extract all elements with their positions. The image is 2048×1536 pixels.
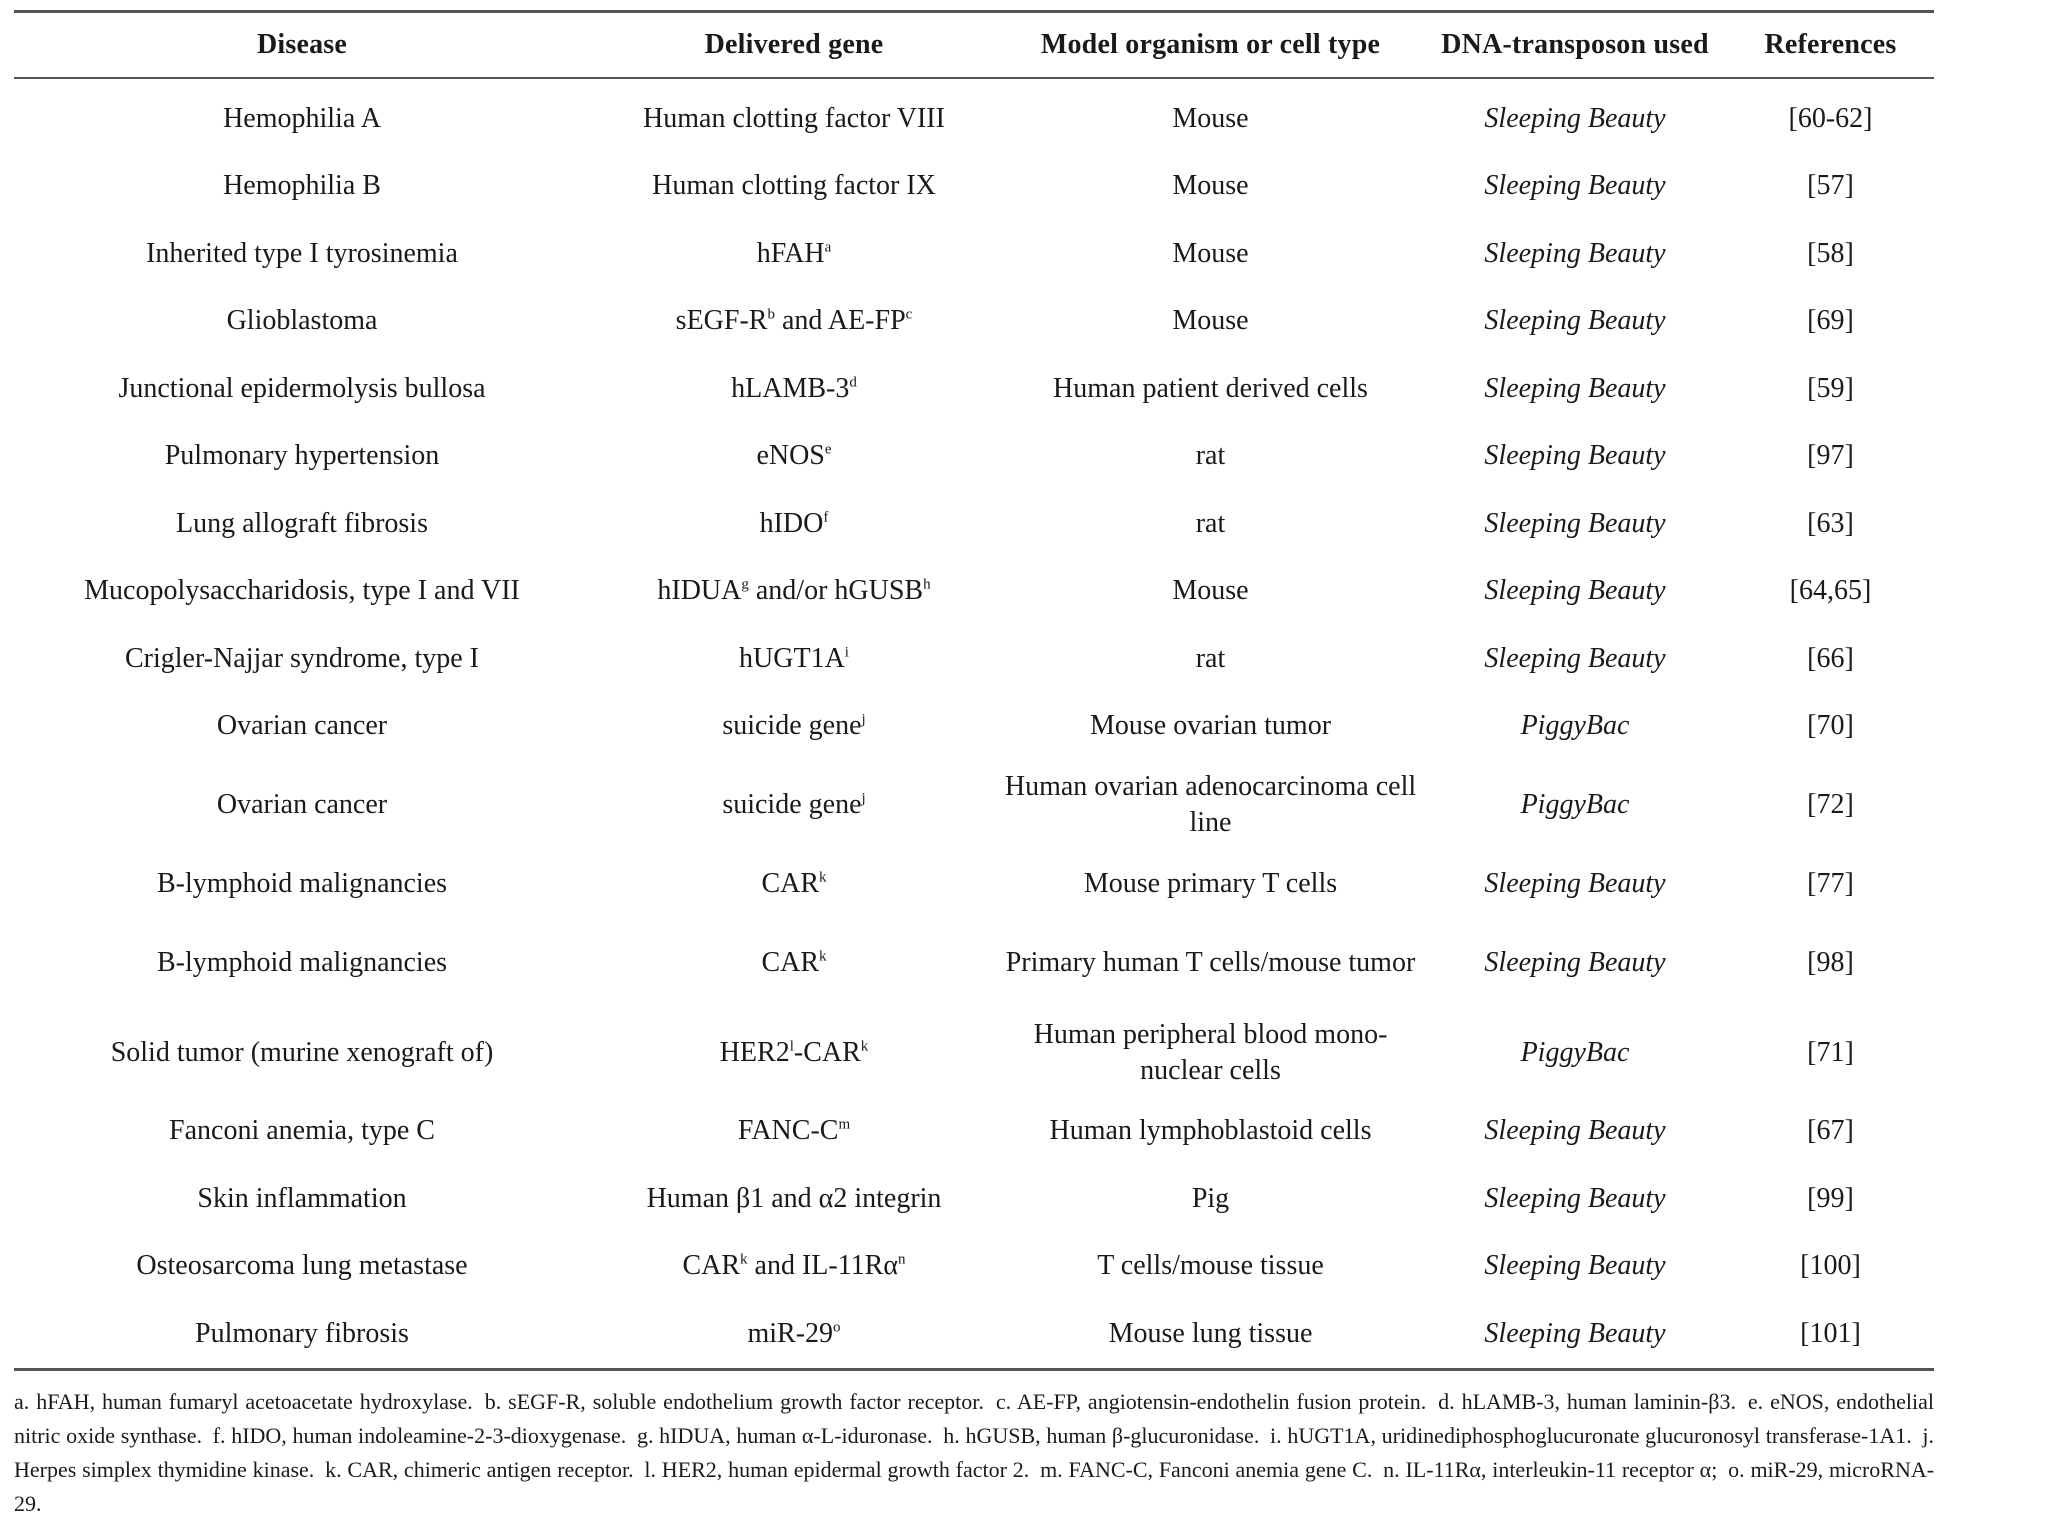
table-row [14, 558, 1934, 626]
gene-text: HER2 [719, 1036, 790, 1068]
cell-gene [590, 558, 998, 626]
gene-footnote-marker: j [861, 711, 866, 728]
cell-gene [590, 355, 998, 423]
footnote-item: d. hLAMB-3, human laminin-β3. [1438, 1388, 1736, 1414]
cell-model: T cells/mouse tissue [1097, 1250, 1324, 1282]
cell-model: Mouse [1172, 575, 1249, 607]
table-row [14, 1098, 1934, 1166]
cell-transposon: PiggyBac [1520, 1036, 1630, 1068]
gene-footnote-marker: j [861, 790, 866, 807]
gene-text: hIDUA [657, 575, 742, 607]
gene-text: miR-29 [747, 1317, 834, 1349]
cell-model: Human patient derived cells [1053, 372, 1368, 404]
gene-text: Human clotting factor IX [652, 170, 936, 202]
footnote-item: j. Herpes simplex thymidine kinase. [14, 1422, 1935, 1482]
cell-model: rat [1195, 440, 1226, 472]
footnote-item: m. FANC-C, Fanconi anemia gene C. [1040, 1456, 1373, 1482]
gene-footnote-marker: a [824, 239, 832, 256]
cell-disease: Lung allograft fibrosis [176, 507, 428, 539]
cell-model: Mouse primary T cells [1083, 867, 1338, 899]
cell-gene [590, 850, 998, 918]
cell-disease: Ovarian cancer [216, 710, 388, 742]
table-row [14, 220, 1934, 288]
gene-therapy-table [14, 13, 1934, 77]
cell-gene [590, 1300, 998, 1368]
cell-disease: B-lymphoid malignancies [156, 946, 448, 978]
cell-gene [590, 760, 998, 850]
gene-footnote-marker: l [789, 1038, 794, 1055]
cell-transposon: Sleeping Beauty [1484, 305, 1666, 337]
cell-gene [590, 1165, 998, 1233]
cell-disease: Osteosarcoma lung metastase [136, 1250, 468, 1282]
footnote-item: i. hUGT1A, uridinediphosphoglucuronate glucuronosyl transferase-1A1. [1270, 1422, 1912, 1448]
cell-gene [590, 220, 998, 288]
gene-text: and IL-11Rα [747, 1250, 899, 1282]
cell-disease: Hemophilia A [223, 102, 381, 134]
gene-text: and/or hGUSB [748, 575, 924, 607]
cell-gene [590, 625, 998, 693]
cell-reference: [97] [1807, 440, 1854, 472]
gene-text: and AE-FP [774, 305, 906, 337]
table-row [14, 423, 1934, 491]
cell-model: Primary human T cells/mouse tumor [1005, 946, 1416, 978]
gene-footnote-marker: m [838, 1116, 851, 1133]
gene-footnote-marker: k [819, 948, 827, 965]
cell-transposon: PiggyBac [1520, 710, 1630, 742]
table-row [14, 1233, 1934, 1301]
footnotes [14, 1371, 1934, 1521]
gene-text: CAR [682, 1250, 741, 1282]
cell-transposon: Sleeping Beauty [1484, 1182, 1666, 1214]
cell-reference: [58] [1807, 237, 1854, 269]
cell-gene [590, 918, 998, 1008]
cell-model: Mouse [1172, 237, 1249, 269]
footnote-item: e. eNOS, endothelial nitric oxide synthase. [14, 1388, 1935, 1448]
table-row [14, 693, 1934, 761]
cell-gene [590, 288, 998, 356]
cell-reference: [60-62] [1788, 102, 1873, 134]
table-row [14, 625, 1934, 693]
cell-gene [590, 1233, 998, 1301]
footnote-item: c. AE-FP, angiotensin-endothelin fusion protein. [995, 1388, 1427, 1414]
header-disease: Disease [256, 29, 348, 60]
gene-text: -CAR [793, 1036, 861, 1068]
cell-disease: Ovarian cancer [216, 789, 388, 820]
cell-disease: Inherited type I tyrosinemia [146, 237, 458, 269]
cell-gene [590, 1098, 998, 1166]
gene-footnote-marker: c [905, 306, 913, 323]
cell-reference: [99] [1807, 1182, 1854, 1214]
cell-disease: B-lymphoid malignancies [156, 867, 448, 899]
cell-reference: [100] [1800, 1250, 1861, 1282]
footnote-item: h. hGUSB, human β-glucuronidase. [943, 1422, 1260, 1448]
gene-text: hLAMB-3 [731, 372, 850, 404]
footnote-item: l. HER2, human epidermal growth factor 2. [644, 1456, 1030, 1482]
header-references: References [1764, 29, 1897, 60]
gene-footnote-marker: b [767, 306, 775, 323]
cell-model: Mouse [1172, 305, 1249, 337]
cell-transposon: Sleeping Beauty [1484, 575, 1666, 607]
cell-transposon: Sleeping Beauty [1484, 440, 1666, 472]
cell-transposon: Sleeping Beauty [1484, 867, 1666, 899]
gene-text: eNOS [756, 440, 825, 472]
cell-model: Mouse [1172, 170, 1249, 202]
gene-footnote-marker: k [819, 869, 827, 886]
gene-footnote-marker: o [833, 1319, 841, 1336]
cell-transposon: Sleeping Beauty [1484, 642, 1666, 674]
table-row [14, 918, 1934, 1008]
footnote-item: k. CAR, chimeric antigen receptor. [325, 1456, 634, 1482]
cell-transposon: Sleeping Beauty [1484, 1317, 1666, 1349]
cell-reference: [63] [1807, 507, 1854, 539]
cell-transposon: Sleeping Beauty [1484, 946, 1666, 978]
gene-text: hIDO [759, 507, 824, 539]
footnote-item: a. hFAH, human fumaryl acetoacetate hydroxylase. [14, 1388, 473, 1414]
footnote-item: g. hIDUA, human α-L-iduronase. [636, 1422, 933, 1448]
cell-disease: Pulmonary fibrosis [195, 1317, 409, 1349]
table-row [14, 490, 1934, 558]
gene-footnote-marker: g [741, 576, 749, 593]
cell-disease: Crigler-Najjar syndrome, type I [125, 642, 479, 674]
cell-disease: Skin inflammation [197, 1182, 407, 1214]
footnote-item: n. IL-11Rα, interleukin-11 receptor α; [1383, 1456, 1718, 1482]
table-row [14, 1008, 1934, 1098]
cell-disease: Solid tumor (murine xenograft of) [110, 1036, 494, 1068]
gene-text: FANC-C [737, 1115, 839, 1147]
gene-text: Human clotting factor VIII [643, 102, 945, 134]
table-row [14, 355, 1934, 423]
footnote-item: o. miR-29, microRNA-29. [14, 1456, 1935, 1516]
cell-transposon: Sleeping Beauty [1484, 1250, 1666, 1282]
cell-gene [590, 693, 998, 761]
table-row [14, 1165, 1934, 1233]
gene-footnote-marker: h [923, 576, 931, 593]
table-row [14, 288, 1934, 356]
header-model: Model organism or cell type [1040, 29, 1381, 60]
cell-gene [590, 1008, 998, 1098]
cell-model: Human peripheral blood mono-nuclear cells [1033, 1018, 1388, 1086]
gene-footnote-marker: k [740, 1251, 748, 1268]
gene-text: CAR [761, 946, 820, 978]
gene-text: Human β1 and α2 integrin [646, 1182, 942, 1214]
gene-text: hUGT1A [739, 642, 845, 674]
gene-text: CAR [761, 867, 820, 899]
header-gene: Delivered gene [704, 29, 884, 60]
gene-therapy-table-figure [14, 10, 1934, 1521]
table-row [14, 79, 1934, 153]
cell-disease: Pulmonary hypertension [164, 440, 440, 472]
cell-gene [590, 423, 998, 491]
gene-text: hFAH [756, 237, 825, 269]
cell-transposon: Sleeping Beauty [1484, 507, 1666, 539]
header-transposon: DNA-transposon used [1441, 29, 1709, 60]
cell-transposon: Sleeping Beauty [1484, 102, 1666, 134]
gene-footnote-marker: n [898, 1251, 906, 1268]
gene-footnote-marker: i [844, 644, 849, 661]
gene-footnote-marker: e [824, 441, 832, 458]
cell-reference: [101] [1800, 1317, 1861, 1349]
cell-gene [590, 153, 998, 221]
cell-model: rat [1195, 507, 1226, 539]
cell-model: Mouse [1172, 102, 1249, 134]
cell-model: Mouse ovarian tumor [1089, 710, 1332, 742]
cell-gene [590, 79, 998, 153]
cell-disease: Junctional epidermolysis bullosa [118, 372, 486, 404]
cell-transposon: Sleeping Beauty [1484, 237, 1666, 269]
cell-model: Human ovarian adenocarcinoma cell line [1004, 771, 1417, 838]
cell-reference: [64,65] [1789, 575, 1872, 607]
cell-reference: [67] [1807, 1115, 1854, 1147]
cell-reference: [72] [1807, 789, 1854, 820]
cell-reference: [70] [1807, 710, 1854, 742]
cell-disease: Fanconi anemia, type C [169, 1115, 435, 1147]
cell-reference: [59] [1807, 372, 1854, 404]
cell-transposon: Sleeping Beauty [1484, 372, 1666, 404]
gene-footnote-marker: f [823, 509, 829, 526]
table-body [14, 79, 1934, 1368]
cell-gene [590, 490, 998, 558]
header-row [14, 13, 1934, 77]
gene-footnote-marker: k [860, 1038, 869, 1055]
cell-disease: Glioblastoma [226, 305, 378, 337]
footnote-item: b. sEGF-R, soluble endothelium growth factor receptor. [484, 1388, 984, 1414]
gene-text: suicide gene [722, 789, 862, 820]
table-row [14, 1300, 1934, 1368]
footnote-item: f. hIDO, human indoleamine-2-3-dioxygenase. [212, 1422, 627, 1448]
cell-transposon: PiggyBac [1520, 789, 1630, 820]
cell-disease: Hemophilia B [223, 170, 381, 202]
cell-reference: [71] [1807, 1036, 1854, 1068]
cell-reference: [98] [1807, 946, 1854, 978]
cell-transposon: Sleeping Beauty [1484, 1115, 1666, 1147]
cell-model: Pig [1191, 1182, 1230, 1214]
cell-model: Human lymphoblastoid cells [1049, 1115, 1372, 1147]
gene-text: sEGF-R [675, 305, 768, 337]
cell-model: rat [1195, 642, 1226, 674]
cell-reference: [69] [1807, 305, 1854, 337]
table-row [14, 153, 1934, 221]
cell-disease: Mucopolysaccharidosis, type I and VII [84, 575, 520, 607]
cell-model: Mouse lung tissue [1108, 1317, 1313, 1349]
table-row [14, 850, 1934, 918]
cell-reference: [57] [1807, 170, 1854, 202]
gene-footnote-marker: d [849, 374, 857, 391]
cell-transposon: Sleeping Beauty [1484, 170, 1666, 202]
table-row [14, 760, 1934, 850]
cell-reference: [77] [1807, 867, 1854, 899]
cell-reference: [66] [1807, 642, 1854, 674]
gene-text: suicide gene [722, 710, 862, 742]
